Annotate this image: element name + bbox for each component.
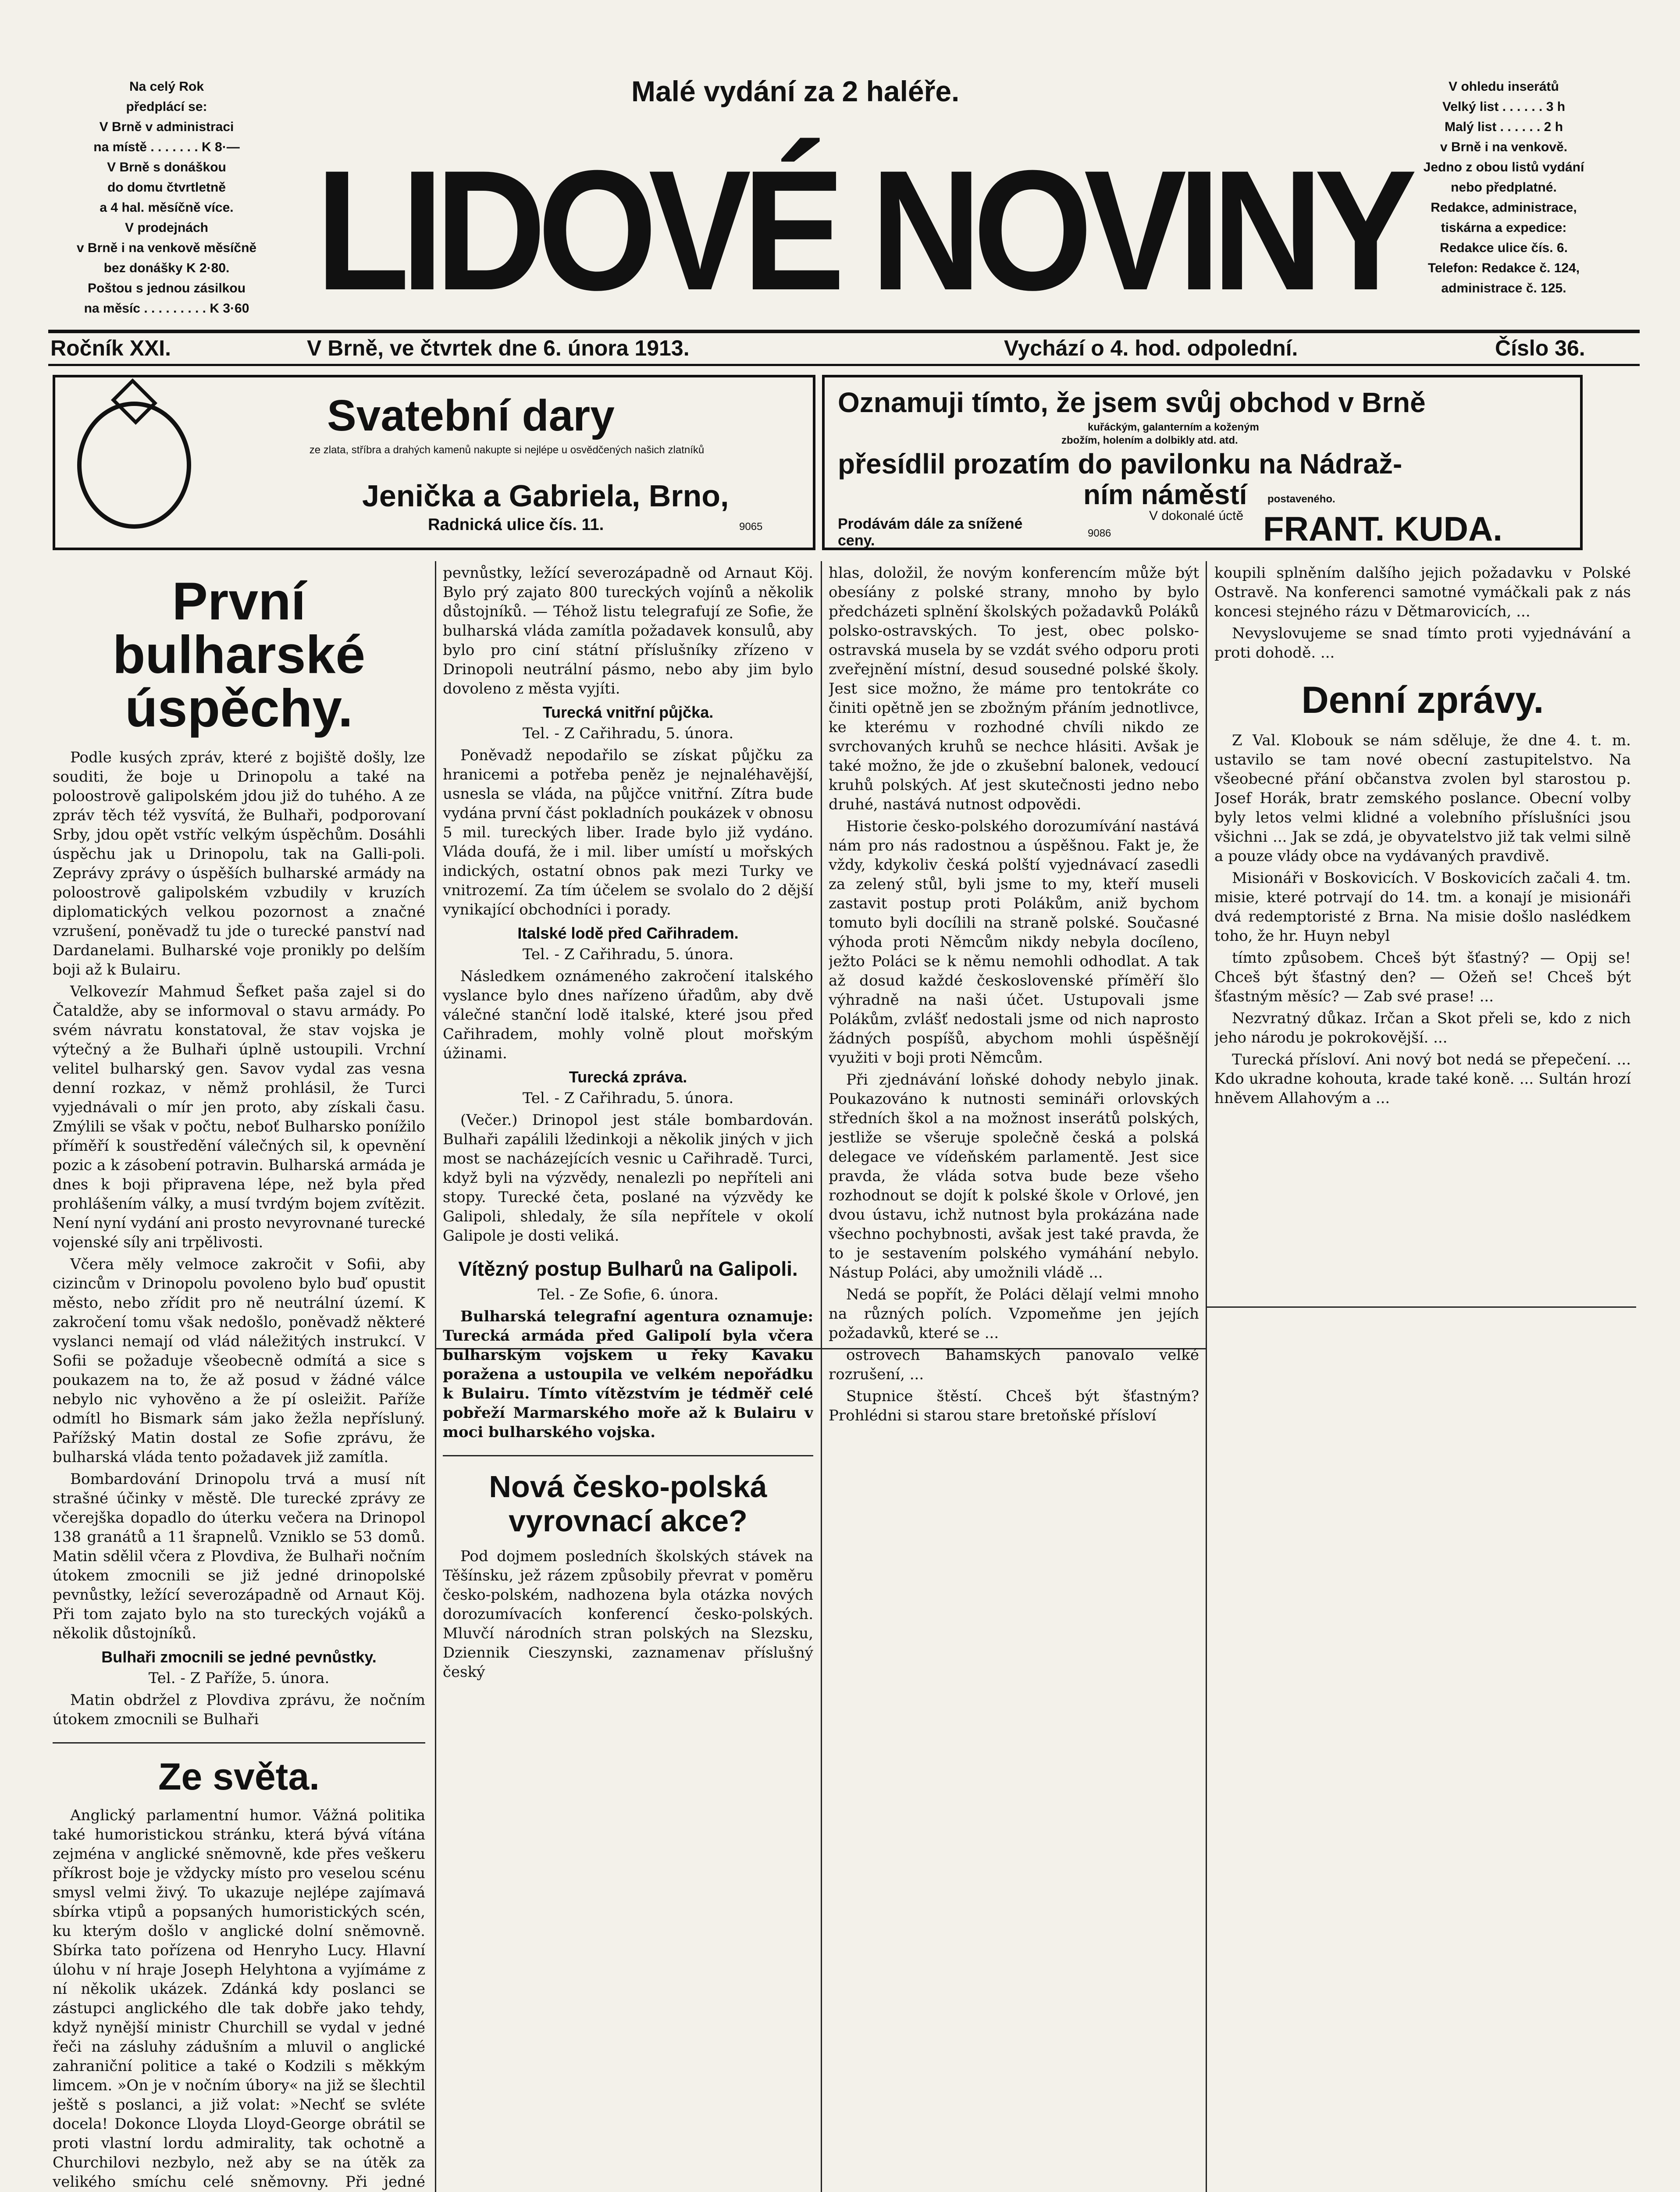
paragraph: Nedá se popřít, že Poláci dělají velmi mnoho na různých polích. Vzpomeňme jen jejích požadavků, které se ...	[829, 1286, 1199, 1342]
newspaper-title: LIDOVÉ NOVINY	[316, 135, 1409, 326]
telegram-line: Tel. - Ze Sofie, 6. února.	[537, 1286, 719, 1303]
subscription-line: na místě . . . . . . . K 8·—	[93, 140, 240, 154]
subscription-line: předplácí se:	[126, 100, 207, 114]
ad-announce: Oznamuji tímto, že jsem svůj obchod v Brně	[838, 387, 1426, 418]
subscription-line: Na celý Rok	[129, 79, 204, 94]
subscription-line: do domu čtvrtletně	[107, 180, 226, 195]
paragraph: Stupnice štěstí. Chceš být šťastným? Prohlédni si starou stare bretoňské přísloví	[829, 1388, 1199, 1424]
subscription-line: V Brně v administraci	[99, 120, 234, 134]
publish-time: Vychází o 4. hod. odpolední.	[1004, 336, 1298, 360]
volume: Ročník XXI.	[50, 336, 171, 360]
telegram-line: Tel. - Z Cařihradu, 5. února.	[522, 1089, 734, 1107]
column-1	[53, 570, 425, 2192]
column-rule	[435, 561, 436, 2192]
subheading: Turecká vnitřní půjčka.	[542, 703, 714, 721]
section-rule	[443, 1455, 813, 1456]
column-3	[829, 563, 1199, 2192]
paragraph: Následkem oznámeného zakročení italského vyslance bylo dnes nařízeno úřadům, aby dvě válečné stanční lodě italské, které jsou před Cařihradem, mohly volně plout mořským úžinami.	[443, 968, 813, 1062]
advertising-box	[1381, 77, 1627, 322]
paragraph: Poněvadž nepodařilo se získat půjčku za hranicemi a potřeba peněz je nejnaléhavější, usnesla se vláda, na půjčce vnitřní. Zítra bude vydána první část pokladních poukázek v obnosu 5 mil. tureckých liber. Irade bylo již vydáno. Vláda doufá, že i mil. liber umístí u mořských indických, ostatní obnos pak mezi Turky ve vnitrozemí. Za tím účelem se svolalo do 2 dější vynikající obchodníci i porady.	[443, 747, 813, 918]
advertising-line: Redakce, administrace,	[1431, 200, 1577, 215]
issue-number: Číslo 36.	[1495, 336, 1585, 360]
advertising-line: Velký list . . . . . . 3 h	[1442, 100, 1566, 114]
telegram-line: Tel. - Z Cařihradu, 5. února.	[522, 725, 734, 742]
paragraph: Podle kusých zpráv, které z bojiště došly, lze souditi, že boje u Drinopolu a také na poloostrově galipolském jdou již do tuhého. A ze zpráv těch též vysvítá, že Bulhaři, podporovaní Srby, jdou opět vstříc velkým úspěchům. Dosáhli úspěchu jak u Drinopolu, tak na Galli-poli. Zeprávy zprávy o úspěších bulharské armády na poloostrově galipolském vzbudily v kruzích diplomatických velkou pozornost a značné vzrušení, poněvadž tu jde o turecké panství nad Dardanelami. Bulharské voje pronikly po delším boji až k Bulairu.	[53, 749, 425, 979]
paragraph: Pod dojmem posledních školských stávek na Těšínsku, jež rázem způsobily převrat v poměru česko-polském, nadhozena byla otázka nových dorozumívacích konferencí česko-polských. Mluvčí národních stran polských na Slezsku, Dziennik Cieszynski, zaznamenav příslušný český	[443, 1548, 813, 1681]
ad-square: ním náměstí	[1083, 479, 1247, 510]
paragraph: Turecká přísloví. Ani nový bot nedá se přepečení. ... Kdo ukradne kohouta, krade také koně. ... Sultán hrozí hněvem Allahovým a ...	[1214, 1051, 1631, 1107]
subheading: Turecká zpráva.	[569, 1068, 687, 1086]
paragraph: koupili splněním dalšího jejich požadavku v Polské Ostravě. Na konferenci samotné vymáčkali pak z nás koncesi stejného rázu v Dětmarovicích, ...	[1214, 564, 1631, 620]
ad-title: Svatební dary	[327, 391, 615, 440]
advertising-line: tiskárna a expedice:	[1441, 221, 1567, 235]
ad-description: ze zlata, stříbra a drahých kamenů nakupte si nejlépe u osvědčených našich zlatníků	[309, 444, 705, 456]
headline-czech-polish: Nová česko-polská vyrovnací akce?	[489, 1470, 767, 1538]
paragraph: Misionáři v Boskovicích. V Boskovicích začali 4. tm. misie, které potrvají do 14. tm. a konají je misionáři dvá redemptoristé z Brna. Na misie došlo naslédkem toho, že hr. Huyn nebyl	[1214, 869, 1631, 945]
paragraph: Včera měly velmoce zakročit v Sofii, aby cizincům v Drinopolu povoleno bylo buď opustit město, nebo zřídit pro ně neutrální území. K zakročení tomu však nedošlo, poněvadž některé vyslanci nemají od vlád náležitých instrukcí. V Sofii se požaduje všeobecně odmítá a sice s poukazem na to, že až posud v žádné válce nebylo nic vyhověno a že pí osleižit. Paříže odmítl ho Bismark sám jako žežla nepřísluný. Pařížský Matin dostal ze Sofie zprávu, že bulharská vláda tento požadavek již zamítla.	[53, 1256, 425, 1466]
paragraph: Nezvratný důkaz. Irčan a Skot přeli se, kdo z nich jeho národu je pokrokovější. ...	[1214, 1010, 1631, 1046]
advertising-line: v Brně i na venkově.	[1440, 140, 1568, 154]
column-2	[443, 563, 813, 2192]
paragraph: pevnůstky, ležící severozápadně od Arnaut Köj. Bylo prý zajato 800 tureckých vojínů a několik důstojníků. — Téhož listu telegrafují ze Sofie, že bulharská vláda zamítla požadavek konsulů, aby bylo pro ciní státní příslušníky zřízeno v Drinopoli neutrální pásmo, nebo aby jim bylo dovoleno z města vyjíti.	[443, 564, 813, 697]
date: V Brně, ve čtvrtek dne 6. února 1913.	[307, 336, 690, 360]
subscription-line: Poštou s jednou zásilkou	[87, 281, 246, 295]
subscription-line: bez donášky K 2·80.	[103, 261, 230, 275]
ad-moved: přesídlil prozatím do pavilonku na Nádraž-	[838, 448, 1402, 480]
shop-relocation-ad	[822, 375, 1583, 550]
paragraph: Při zjednávání loňské dohody nebylo jinak. Poukazováno k nutnosti semináři orlovských středních škol a na možnost inserátů polských, jestliže se všeruje společně česká a polská delegace ve vídeňském parlamentě. Jest sice pravda, že vláda sotva bude beze všeho rozhodnout se dojít k polské škole v Orlové, jen dvou ústavu, ichž nutnost byla prokázána nade všechno pochybnosti, avšak jest také pravda, že to je sestavením polského vymáhání nebylo. Nástup Poláci, aby umožnili vládě ...	[829, 1071, 1199, 1281]
ad-code: 9065	[739, 521, 763, 533]
ad-goods-2: zbožím, holením a dolbikly atd. atd.	[1061, 434, 1238, 446]
wedding-gifts-ad	[53, 375, 815, 550]
headline-world: Ze světa.	[158, 1756, 320, 1798]
column-rule	[821, 561, 822, 2192]
paragraph: Bombardování Drinopolu trvá a musí nít strašné účinky v městě. Dle turecké zprávy ze včerejška dopadlo do úterku večera na Drinopol 138 granátů a 11 šrapnelů. Vzniklo se 53 domů. Matin sdělil včera z Plovdiva, že Bulhaři nočním útokem zmocnili se již jedné drinopolské pevnůstky, ležící severozápadně od Arnaut Köj. Při tom zajato bylo na sto tureckých vojáků a několik důstojníků.	[53, 1470, 425, 1642]
paragraph: Historie česko-polského dorozumívání nastává nám pro nás radostnou a úspěšnou. Fakt je, že vždy, kdykoliv česká polští vyjednávací zasedli za zelený stůl, byli jsme to my, kteří museli zastavit postup proti Polákům, aniž bychom tomuto byli docílili na straně polské. Současné výhoda proti Němcům nikdy nebyla docíleno, ježto Poláci se k němu nemohli odhodlat. A tak až dosud každé československé příměří šlo výhradně na naši účet. Ustupovali jsme Polákům, zvlášť nedostali jsme od nich naprosto žádných pospíšů, abychom mohli úspěšnějí využiti v boji proti Němcům.	[829, 818, 1199, 1067]
telegram-line: Tel. - Z Cařihradu, 5. února.	[522, 946, 734, 963]
dateline-rule	[48, 364, 1640, 366]
ad-goods: kuřáckým, galanterním a koženým	[1088, 421, 1259, 433]
ad-signature: FRANT. KUDA.	[1263, 509, 1502, 548]
advertising-line: administrace č. 125.	[1441, 281, 1566, 295]
paragraph: tímto způsobem. Chceš být šťastný? — Opij se! Chceš být šťastný den? — Ožeň se! Chceš být šťastným měsíc? — Zab své prase! ...	[1214, 949, 1631, 1005]
subscription-box	[53, 77, 281, 322]
headline-gallipoli: Vítězný postup Bulharů na Galipoli.	[458, 1257, 798, 1280]
tagline: Malé vydání za 2 haléře.	[631, 75, 960, 107]
column-4	[1214, 563, 1631, 2192]
section-rule	[53, 1742, 425, 1744]
ad-sale: Prodávám dále za snížené ceny.	[838, 516, 1023, 549]
subheading: Italské lodě před Cařihradem.	[517, 924, 739, 942]
headline-daily-news: Denní zprávy.	[1301, 679, 1544, 721]
subheading: Bulhaři zmocnili se jedné pevnůstky.	[101, 1648, 377, 1666]
subscription-line: V Brně s donáškou	[107, 160, 226, 174]
advertising-line: nebo předplatné.	[1451, 180, 1557, 195]
paragraph: (Večer.) Drinopol jest stále bombardován. Bulhaři zapálili lžedinkoji a několik jiných v jich most se nacházejících vesnic u Cařihradě. Turci, když byli na výzvědy, nenalezli po nepříteli ani stopy. Turecké četa, poslané na výzvědy ke Galipoli, shledaly, že síla nepřítele v okolí Galipole je dosti veliká.	[443, 1111, 813, 1245]
advertising-line: Jedno z obou listů vydání	[1423, 160, 1584, 174]
paragraph: ostrovech Bahamských panovalo velké rozrušení, ...	[829, 1346, 1199, 1383]
ad-built: postaveného.	[1267, 493, 1335, 505]
advertising-line: Telefon: Redakce č. 124,	[1427, 261, 1580, 275]
paragraph: hlas, doložil, že novým konferencím může být obesíány z polské strany, mnoho by bylo předcházeti splnění školských požadavků Poláků polsko-ostravských. To jest, obec polsko-ostravská musela by se vzdát svého odporu proti zveřejnění místní, desud sousedné polské školy. Jest sice možno, že máme pro tentokráte co činiti opětně jen se zbožným přáním jednotlivce, ke kterému v rozhodné chvíli nikdo ze svrchovaných kruhů se nechce hlásiti. Avšak je také možno, že jde o zkušební balonek, vedoucí kruhů polských. Ať jest skutečnosti jedno nebo druhé, nastává nutnost odpovědi.	[829, 564, 1199, 813]
ad-firm: Jenička a Gabriela, Brno,	[362, 479, 729, 513]
paragraph: Nevyslovujeme se snad tímto proti vyjednávání a proti dohodě. ...	[1214, 625, 1631, 662]
paragraph: Bulharská telegrafní agentura oznamuje: Turecká armáda před Galipolí byla včera bulharským vojskem u řeky Kavaku poražena a ustoupila ve velkém nepořádku k Bulairu. Tímto vítězstvím je tédměř celé pobřeží Marmarského moře až k Bulairu v moci bulharského vojska.	[443, 1308, 813, 1441]
subscription-line: na měsíc . . . . . . . . . K 3·60	[84, 301, 249, 316]
subscription-line: v Brně i na venkově měsíčně	[76, 241, 257, 255]
ad-deference: V dokonalé úctě	[1149, 509, 1244, 523]
ad-code: 9086	[1088, 527, 1111, 539]
masthead-rule	[48, 330, 1640, 333]
telegram-line: Tel. - Z Paříže, 5. února.	[148, 1669, 330, 1687]
paragraph: Anglický parlamentní humor. Vážná politika také humoristickou stránku, která bývá vítána zejména v anglické sněmovně, kde přes veškeru příkrost boje je vždycky místo pro veselou scénu smysl velmi živý. To ukazuje nejlépe zajímavá sbírka vtipů a popsaných humoristických scén, ku kterým došlo v anglické dolní sněmovně. Sbírka tato pořízena od Henryho Lucy. Hlavní úlohu v ní hraje Joseph Helyhtona a vyjímáme z ní několik ukázek. Zdánká kdy poslanci se zástupci anglického dle tak dobře jako tehdy, když nynější ministr Churchill se vydal v jedné řeči na zásluhy zádušním a mluvil o anglické zahraniční politice a také o Kodzili s měkkým limcem. »On je v nočním úbory« na již se šlechtil ještě s poslanci, a již volat: »Nechť se svléte docela! Dokonce Lloyda Lloyd-George obrátil se proti vlastní lordu admirality, tak ochotně a Churchilovi nezbylo, než aby se na útěk za velikého smíchu celé sněmovny. Při jedné	[53, 1807, 425, 2191]
advertising-line: Malý list . . . . . . 2 h	[1444, 120, 1563, 134]
advertising-line: V ohledu inserátů	[1449, 79, 1559, 94]
subscription-line: a 4 hal. měsíčně více.	[100, 200, 234, 215]
ad-address: Radnická ulice čís. 11.	[428, 516, 604, 534]
headline-bulgarian-success: První bulharské úspěchy.	[112, 571, 366, 738]
paragraph: Z Val. Klobouk se nám sděluje, že dne 4. t. m. ustavilo se tam nové obecní zastupitelstvo. Na všeobecné přání občanstva zvolen byl starostou p. Josef Horák, bratr zemského poslance. Obecní volby byly letos velmi klidné a volebního příslušníci jsou všichni ... Jak se zdá, je obyvatelstvo již tak velmi silně a pouze vlády obce na vydávaných pravdivě.	[1214, 732, 1631, 865]
paragraph: Velkovezír Mahmud Šefket paša zajel si do Čataldže, aby se informoval o stavu armády. Po svém návratu konstatoval, že stav vojska je výtečný a že Bulhaři úplně ustoupili. Vrchní velitel bulharský gen. Savov vydal zas vesna denní rozkaz, v němž prohlásil, že Turci vyjednávali o mír jen proto, aby získali času. Zmýlili se však v počtu, neboť Bulharsko ponížilo příměří k soustředění válečných sil, k opevnění pozic a k zásobení potravin. Bulharská armáda je dnes k boji připravena lépe, než byla před prohlášením války, a musí tvrdým bojem zvítězit. Není nyní vydání ani prosto nevyrovnané turecké vojenské síly ani trpělivosti.	[53, 983, 425, 1251]
subscription-line: V prodejnách	[125, 221, 209, 235]
paragraph: Matin obdržel z Plovdiva zprávu, že nočním útokem zmocnili se Bulhaři	[53, 1691, 425, 1728]
column-rule	[1206, 561, 1207, 2192]
advertising-line: Redakce ulice čís. 6.	[1440, 241, 1568, 255]
